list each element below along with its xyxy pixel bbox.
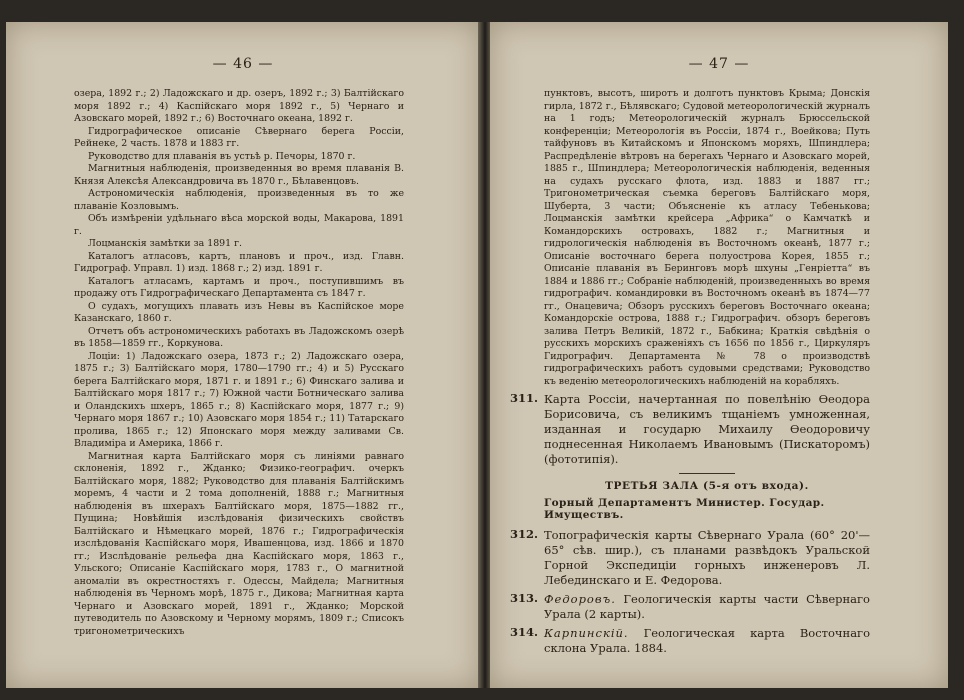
department-heading: Горный Департаментъ Министер. Государ. Имуществъ. [544,496,825,521]
paragraph: Астрономическія наблюденія, произведенныя въ то же плаваніе Козловымъ. [74,188,404,212]
paragraph: Отчетъ объ астрономическихъ работахъ въ Ладожскомъ озерѣ въ 1858—1859 гг., Коркунова. [74,325,404,349]
entry-description: Геологическая карта Восточнаго склона Урала. 1884. [544,625,870,655]
paragraph: Каталогъ атласамъ, картамъ и проч., поступившимъ въ продажу отъ Гидрографическаго Департамента съ 1847 г. [74,275,404,299]
paragraph: Объ измѣреніи удѣльнаго вѣса морской воды, Макарова, 1891 г. [74,213,404,237]
catalog-entry [510,391,870,467]
entry-text [544,592,870,622]
right-text-column [510,88,870,656]
entry-number: 314. [510,624,539,639]
entry-text [544,528,870,588]
entry-text: Карта Россіи, начертанная по повелѣнію Ѳеодора Борисовича, съ великимъ тщаніемъ умноженная, изданная и государю Михаилу Ѳеодоровичу поднесенная Николаемъ Ивановымъ (Пискаторомъ) (фототипія). [544,392,870,466]
paragraph: Руководство для плаванія въ устьѣ р. Печоры, 1870 г. [88,150,356,162]
paragraph: Магнитныя наблюденія, произведенныя во время плаванія В. Князя Алексѣя Александровича въ 1870 г., Бѣлавенцовъ. [74,163,404,187]
left-page [6,22,480,688]
paragraph: Гидрографическое описаніе Сѣвернаго берега Россіи, Рейнеке, 2 часть. 1878 и 1883 гг. [74,125,404,149]
right-page [490,22,948,688]
divider [679,473,735,474]
paragraph: О судахъ, могущихъ плавать изъ Невы въ Каспійское море Казанскаго, 1860 г. [74,300,404,324]
hall-heading: ТРЕТЬЯ ЗАЛА (5-я отъ входа). [605,480,809,492]
entry-description: Геологическія карты части Сѣвернаго Урала (2 карты). [544,591,870,621]
entry-number: 311. [510,391,539,405]
page-number-left: — 46 — [212,56,274,72]
paragraph: Лоціи: 1) Ладожскаго озера, 1873 г.; 2) Ладожскаго озера, 1875 г.; 3) Балтійскаго моря, 1780—1790 гг.; 4) и 5) Русскаго берега Балтійскаго моря, 1871 г. и 1891 г.; 6) Финскаго залива и Балтійскаго моря 1817 г.; 7) Южной части Ботническаго залива и Оландскихъ шхеръ, 1865 г.; 8) Каспійскаго моря, 1877 г.; 9) Чернаго моря 1867 г.; 10) Азовскаго моря 1854 г.; 11) Татарскаго пролива, 1865 г.; 12) Японскаго моря между заливами Св. Владиміра и Америка, 1866 г. [74,350,404,449]
paragraph: пунктовъ, высотъ, широтъ и долготъ пунктовъ Крыма; Донскія гирла, 1872 г., Бѣлявскаго; Судовой метеорологическій журналъ на 1 годъ; Метеорологическій журналъ Брюссельской конференціи; Метеорологія въ Россіи, 1874 г., Воейкова; Путь тайфуновъ въ Китайскомъ и Японскомъ моряхъ, Шпиндлера; Распредѣленіе вѣтровъ на берегахъ Чернаго и Азовскаго морей, 1885 г., Шпиндлера; Метеорологическія наблюденія, веденныя на судахъ русскаго флота, изд. 1883 и 1887 гг.; Тригонометрическая съемка береговъ Балтійскаго моря, Шуберта, 3 части; Объясненіе къ атласу Тебенькова; Лоцманскія замѣтки крейсера „Африка“ о Камчаткѣ и Командорскихъ островахъ, 1882 г.; Магнитныя и гидрологическія наблюденія въ Восточномъ океанѣ, 1877 г.; Описаніе восточнаго берега полуострова Корея, 1855 г.; Описаніе плаванія въ Беринговъ морѣ шхуны „Генріетта“ въ 1884 и 1886 гг.; Собраніе наблюденій, произведенныхъ во время гидрографич. командировки въ Восточномъ океанѣ въ 1874—77 гг., Онацевича; Обзоръ русскихъ береговъ Восточнаго океана; Командорскіе острова, 1888 г.; Гидрографич. обзоръ береговъ залива Петръ Великій, 1872 г., Бабкина; Краткія свѣдѣнія о русскихъ морскихъ сраженіяхъ съ 1656 по 1856 г., Циркуляръ Гидрографич. Департамента № 78 о производствѣ гидрографическихъ работъ судовыми средствами; Руководство къ веденію метеорологическихъ наблюденій на корабляхъ. [544,88,870,387]
left-text-column [74,88,404,638]
paragraph: Каталогъ атласовъ, картъ, плановъ и проч., изд. Главн. Гидрограф. Управл. 1) изд. 1868 г.; 2) изд. 1891 г. [74,250,404,274]
entry-text [544,626,870,656]
entry-number: 312. [510,526,539,541]
paragraph: озера, 1892 г.; 2) Ладожскаго и др. озеръ, 1892 г.; 3) Балтійскаго моря 1892 г.; 4) Каспійскаго моря 1892 г., 5) Чернаго и Азовскаго морей, 1892 г.; 6) Восточнаго океана, 1892 г. [74,88,404,124]
entry-description: Топографическія карты Сѣвернаго Урала (60° 20'—65° сѣв. шир.), съ планами развѣдокъ Уральской Горной Экспедиціи горныхъ инженеровъ Л. Лебединскаго и Е. Федорова. [544,527,870,587]
catalog-entry [510,526,870,588]
paragraph: Магнитная карта Балтійскаго моря съ линіями равнаго склоненія, 1892 г., Жданко; Физико-географич. очеркъ Балтійскаго моря, 1882; Руководство для плаванія Балтійскимъ моремъ, 4 части и 2 тома дополненій, 1888 г.; Магнитныя наблюденія въ шхерахъ Балтійскаго моря, 1875—1882 гг., Пущина; Новѣйшія изслѣдованія физическихъ свойствъ Балтійскаго и Нѣмецкаго морей, 1876 г.; Гидрографическія изслѣдованія Каспійскаго моря, Ивашенцова, изд. 1866 и 1870 гг.; Изслѣдованіе рельефа дна Каспійскаго моря, 1863 г., Ульского; Описаніе Каспійскаго моря, 1783 г., О магнитной аномаліи въ окрестностяхъ г. Одессы, Майдела; Магнитныя наблюденія въ Черномъ морѣ, 1875 г., Дикова; Магнитная карта Чернаго и Азовскаго морей, 1891 г., Жданко; Морской путеводитель по Азовскому и Черному морямъ, 1809 г.; Списокъ тригонометрическихъ [74,450,404,637]
entry-author: Карпинскій. [544,625,629,640]
page-number-right: — 47 — [688,56,750,72]
paragraph: Лоцманскія замѣтки за 1891 г. [88,238,242,249]
entry-number: 313. [510,590,539,605]
entry-author: Федоровъ. [544,591,616,606]
catalog-entry [510,624,870,656]
catalog-entry [510,590,870,622]
